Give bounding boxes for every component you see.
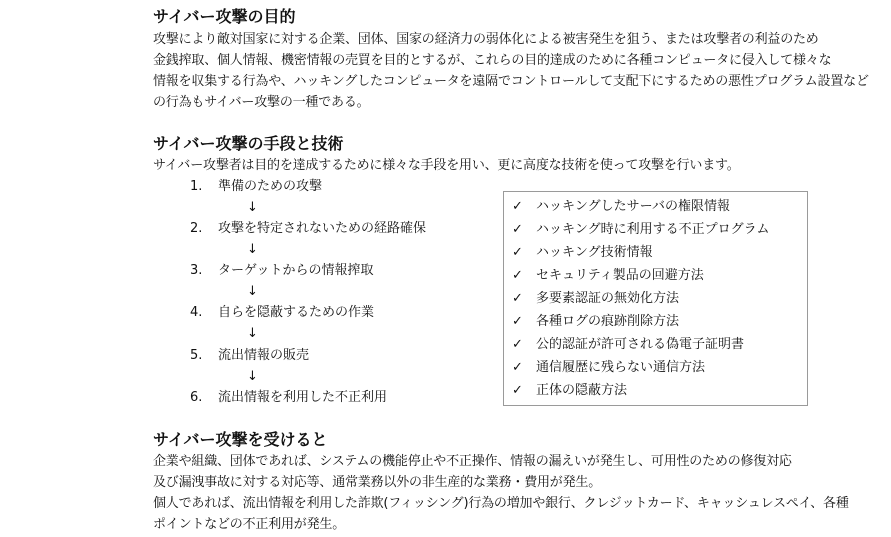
checklist-item: ✓ 正体の隠蔽方法 bbox=[512, 383, 628, 398]
purpose-paragraph bbox=[153, 29, 869, 113]
checkmark-icon: ✓ bbox=[512, 291, 523, 306]
attack-step-label: 攻撃を特定されないための経路確保 bbox=[218, 221, 427, 236]
checklist-item: ✓ 多要素認証の無効化方法 bbox=[512, 291, 680, 306]
checkmark-icon: ✓ bbox=[512, 383, 523, 398]
section-heading-purpose: サイバー攻撃の目的 bbox=[153, 7, 296, 26]
attack-step-label: 準備のための攻撃 bbox=[218, 179, 323, 194]
attack-step: 1. 準備のための攻撃 bbox=[190, 179, 323, 194]
stolen-info-checklist-box bbox=[503, 191, 808, 406]
down-arrow-icon: ↓ bbox=[247, 326, 258, 341]
down-arrow-icon: ↓ bbox=[247, 369, 258, 384]
checkmark-icon: ✓ bbox=[512, 360, 523, 375]
consequences-paragraph bbox=[153, 451, 849, 535]
paragraph-line: 及び漏洩事故に対する対応等、通常業務以外の非生産的な業務・費用が発生。 bbox=[153, 475, 602, 490]
attack-step-label: 流出情報を利用した不正利用 bbox=[218, 390, 388, 405]
attack-step-label: 流出情報の販売 bbox=[218, 348, 310, 363]
paragraph-line: 企業や組織、団体であれば、システムの機能停止や不正操作、情報の漏えいが発生し、可用性のための修復対応 bbox=[153, 454, 792, 469]
down-arrow-icon: ↓ bbox=[247, 284, 258, 299]
paragraph-line: 個人であれば、流出情報を利用した詐欺(フィッシング)行為の増加や銀行、クレジットカード、キャッシュレスペイ、各種 bbox=[153, 496, 849, 511]
checkmark-icon: ✓ bbox=[512, 245, 523, 260]
down-arrow-icon: ↓ bbox=[247, 200, 258, 215]
paragraph-line: 金銭搾取、個人情報、機密情報の売買を目的とするが、これらの目的達成のために各種コンピュータに侵入して様々な bbox=[153, 53, 832, 68]
attack-step: 5. 流出情報の販売 bbox=[190, 348, 310, 363]
methods-intro bbox=[153, 155, 740, 176]
paragraph-line: サイバー攻撃者は目的を達成するために様々な手段を用い、更に高度な技術を使って攻撃を行います。 bbox=[153, 158, 740, 173]
checkmark-icon: ✓ bbox=[512, 222, 523, 237]
checkmark-icon: ✓ bbox=[512, 199, 523, 214]
checklist-item: ✓ セキュリティ製品の回避方法 bbox=[512, 268, 704, 283]
attack-step: 4. 自らを隠蔽するための作業 bbox=[190, 305, 375, 320]
attack-step-label: 自らを隠蔽するための作業 bbox=[218, 305, 375, 320]
checklist-item: ✓ ハッキングしたサーバの権限情報 bbox=[512, 199, 730, 214]
section-heading-methods: サイバー攻撃の手段と技術 bbox=[153, 134, 344, 153]
checklist-item: ✓ ハッキング技術情報 bbox=[512, 245, 653, 260]
section-heading-consequences: サイバー攻撃を受けると bbox=[153, 430, 328, 449]
paragraph-line: の行為もサイバー攻撃の一種である。 bbox=[153, 95, 370, 110]
paragraph-line: 情報を収集する行為や、ハッキングしたコンピュータを遠隔でコントロールして支配下にするための悪性プログラム設置など bbox=[153, 74, 869, 89]
attack-step: 6. 流出情報を利用した不正利用 bbox=[190, 390, 388, 405]
attack-step: 2. 攻撃を特定されないための経路確保 bbox=[190, 221, 427, 236]
attack-step-label: ターゲットからの情報搾取 bbox=[218, 263, 374, 278]
checklist-item: ✓ ハッキング時に利用する不正プログラム bbox=[512, 222, 770, 237]
attack-step: 3. ターゲットからの情報搾取 bbox=[190, 263, 374, 278]
paragraph-line: ポイントなどの不正利用が発生。 bbox=[153, 517, 346, 532]
checkmark-icon: ✓ bbox=[512, 268, 523, 283]
paragraph-line: 攻撃により敵対国家に対する企業、団体、国家の経済力の弱体化による被害発生を狙う、または攻撃者の利益のため bbox=[153, 32, 819, 47]
checklist-item: ✓ 公的認証が許可される偽電子証明書 bbox=[512, 337, 745, 352]
checklist-item: ✓ 通信履歴に残らない通信方法 bbox=[512, 360, 706, 375]
checkmark-icon: ✓ bbox=[512, 337, 523, 352]
checklist-item: ✓ 各種ログの痕跡削除方法 bbox=[512, 314, 680, 329]
down-arrow-icon: ↓ bbox=[247, 242, 258, 257]
checkmark-icon: ✓ bbox=[512, 314, 523, 329]
